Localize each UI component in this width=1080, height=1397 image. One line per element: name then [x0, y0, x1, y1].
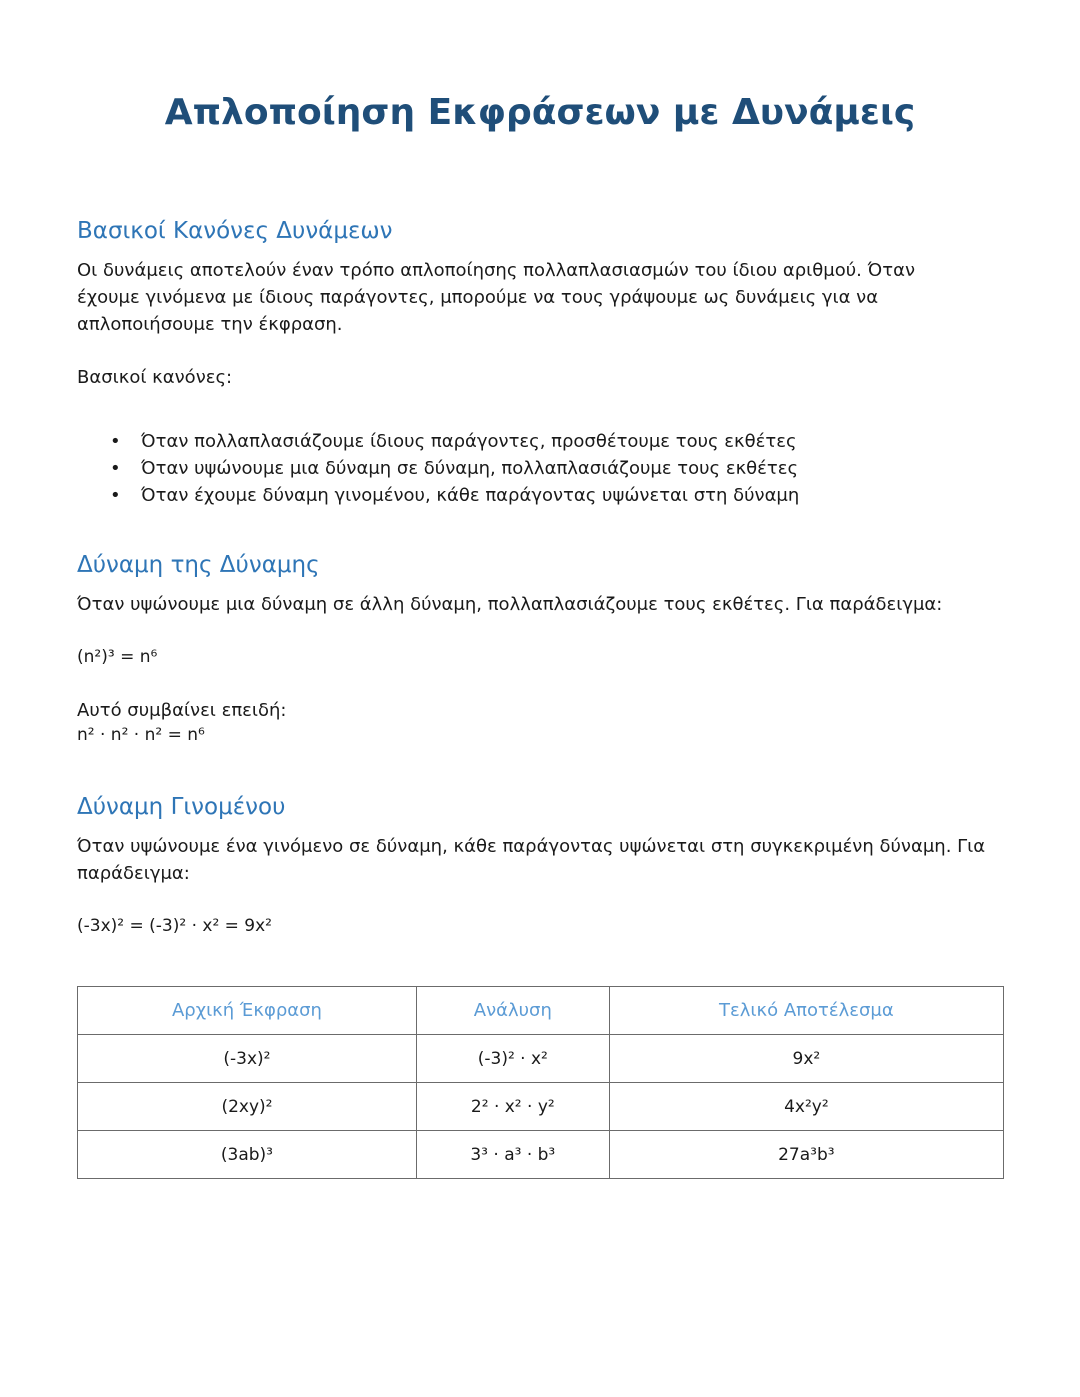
table-cell: 4x²y² — [609, 1083, 1003, 1131]
bullet-icon: • — [110, 485, 121, 506]
list-item — [110, 428, 799, 455]
table-row — [78, 1131, 1004, 1179]
table-cell: (-3)² · x² — [416, 1035, 609, 1083]
table-cell: (-3x)² — [78, 1035, 417, 1083]
product-text-line: παράδειγμα: — [77, 863, 190, 884]
table-cell: 2² · x² · y² — [416, 1083, 609, 1131]
rule-text: Όταν έχουμε δύναμη γινομένου, κάθε παράγοντας υψώνεται στη δύναμη — [141, 485, 800, 506]
table-cell: (2xy)² — [78, 1083, 417, 1131]
heading-basic-rules: Βασικοί Κανόνες Δυνάμεων — [77, 218, 393, 244]
power-example: (n²)³ = n⁶ — [77, 647, 158, 667]
bullet-icon: • — [110, 458, 121, 479]
column-header: Αρχική Έκφραση — [78, 987, 417, 1035]
list-item — [110, 455, 799, 482]
reason-label: Αυτό συμβαίνει επειδή: — [77, 700, 287, 721]
power-of-power-text: Όταν υψώνουμε μια δύναμη σε άλλη δύναμη, πολλαπλασιάζουμε τους εκθέτες. Για παράδειγμα: — [77, 594, 943, 615]
table-row — [78, 1035, 1004, 1083]
reason-formula: n² · n² · n² = n⁶ — [77, 725, 205, 745]
table-cell: 27a³b³ — [609, 1131, 1003, 1179]
table-header-row — [78, 987, 1004, 1035]
page-title: Απλοποίηση Εκφράσεων με Δυνάμεις — [164, 92, 916, 133]
column-header: Τελικό Αποτέλεσμα — [609, 987, 1003, 1035]
intro-line: Οι δυνάμεις αποτελούν έναν τρόπο απλοποίησης πολλαπλασιασμών του ίδιου αριθμού. Όταν — [77, 260, 915, 281]
intro-line: απλοποιήσουμε την έκφραση. — [77, 314, 343, 335]
rules-label: Βασικοί κανόνες: — [77, 367, 233, 388]
rule-text: Όταν υψώνουμε μια δύναμη σε δύναμη, πολλαπλασιάζουμε τους εκθέτες — [141, 458, 799, 479]
list-item — [110, 482, 799, 509]
power-of-product-text — [77, 833, 1012, 887]
heading-power-of-product: Δύναμη Γινομένου — [77, 794, 286, 820]
intro-paragraph — [77, 257, 1012, 338]
rules-list — [110, 428, 799, 509]
product-text-line: Όταν υψώνουμε ένα γινόμενο σε δύναμη, κάθε παράγοντας υψώνεται στη συγκεκριμένη δύναμη. Για — [77, 836, 986, 857]
column-header: Ανάλυση — [416, 987, 609, 1035]
powers-table — [77, 986, 1004, 1179]
heading-power-of-power: Δύναμη της Δύναμης — [77, 552, 320, 578]
table-cell: (3ab)³ — [78, 1131, 417, 1179]
table-cell: 9x² — [609, 1035, 1003, 1083]
rule-text: Όταν πολλαπλασιάζουμε ίδιους παράγοντες, προσθέτουμε τους εκθέτες — [141, 431, 797, 452]
bullet-icon: • — [110, 431, 121, 452]
intro-line: έχουμε γινόμενα με ίδιους παράγοντες, μπορούμε να τους γράψουμε ως δυνάμεις για να — [77, 287, 879, 308]
table-row — [78, 1083, 1004, 1131]
product-example: (-3x)² = (-3)² · x² = 9x² — [77, 916, 273, 936]
table-cell: 3³ · a³ · b³ — [416, 1131, 609, 1179]
